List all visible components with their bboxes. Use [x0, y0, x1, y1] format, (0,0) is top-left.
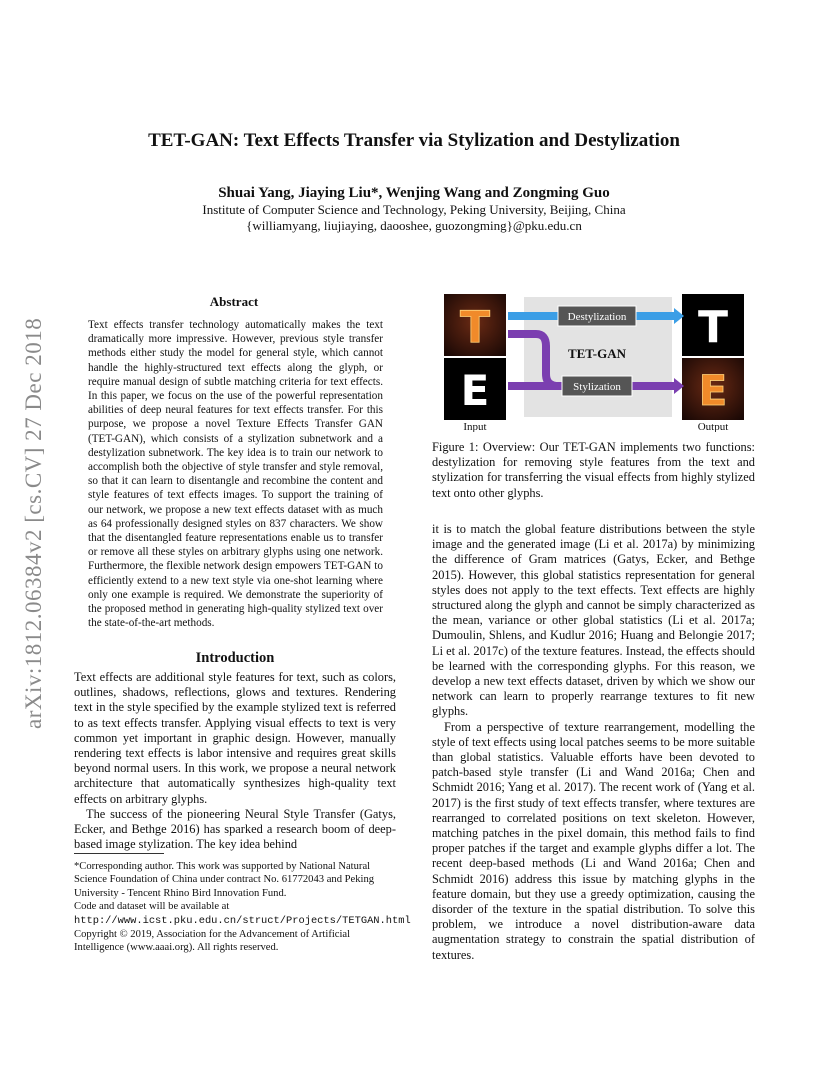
introduction-heading: Introduction: [195, 650, 275, 666]
intro-paragraph-2: The success of the pioneering Neural Style Transfer (Gatys, Ecker, and Bethge 2016) has sparked a research boom of deep-based image stylization. The key idea behind: [74, 806, 396, 852]
footnote-code: [74, 900, 411, 928]
paper-title: TET-GAN: Text Effects Transfer via Stylization and Destylization: [148, 130, 680, 151]
overview-figure: [440, 292, 748, 432]
input-label: Input: [463, 421, 487, 432]
emails: {williamyang, liujiaying, daooshee, guozongming}@pku.edu.cn: [246, 218, 582, 233]
destylization-label: Destylization: [567, 311, 627, 323]
output-glyph-top: T: [697, 302, 729, 353]
footnote-rule: [74, 853, 164, 854]
abstract-text: Text effects transfer technology automatically makes the text dramatically more impressive. However, previous style transfer methods either study the model for general style, which cannot handle the highly-structured text effects along the glyph, or require manual design of subtle matching criteria for text effects. In this paper, we focus on the use of the powerful representation abilities of deep neural features for text effects transfer. For this purpose, we propose a novel Texture Effects Transfer GAN (TET-GAN), which consists of a stylization subnetwork and a destylization subnetwork. The key idea is to train our network to accomplish both the objective of style transfer and style removal, so that it can learn to disentangle and recombine the content and style features of text effects images. To support the training of our network, we propose a new text effects dataset with as much as 64 professionally designed styles on 837 characters. We show that the disentangled feature representations enable us to transfer or remove all these styles on arbitrary glyphs using one network. Furthermore, the flexible network design empowers TET-GAN to efficiently extend to a new text style via one-shot learning where only one example is required. We demonstrate the superiority of the proposed method in generating high-quality stylized text over the state-of-the-art methods.: [88, 319, 383, 630]
input-glyph-top: T: [459, 302, 491, 353]
stylization-label: Stylization: [573, 381, 621, 393]
author-list: Shuai Yang, Jiaying Liu*, Wenjing Wang and Zongming Guo: [218, 185, 610, 201]
right-paragraph-1: it is to match the global feature distributions between the style image and the generated image (Li et al. 2017a) by minimizing the difference of Gram matrices (Gatys, Ecker, and Bethge 2015). However, this global statistics representation for general styles does not apply to the text effects. Text effects are highly structured along the glyph and cannot be simply characterized as the mean, variance or other global statistics (Li et al. 2017a; Dumoulin, Shlens, and Kudlur 2016; Huang and Belongie 2017; Li et al. 2017c) of the texture features. Instead, the effects should be learned with the corresponding glyphs. For this reason, we develop a new text effects dataset, driven by which we show our network can learn to properly rearrange textures to fit new glyphs.: [432, 522, 755, 719]
abstract-heading: Abstract: [209, 294, 259, 309]
tet-gan-label: TET-GAN: [567, 346, 627, 361]
output-label: Output: [697, 421, 729, 432]
figure-caption: Figure 1: Overview: Our TET-GAN implements two functions: destylization for removing style features from the text and stylization for transferring the visual effects from highly stylized text onto other glyphs.: [432, 440, 755, 500]
affiliation: Institute of Computer Science and Technology, Peking University, Beijing, China: [202, 202, 626, 217]
right-column-body: [432, 522, 755, 963]
project-url-link[interactable]: http://www.icst.pku.edu.cn/struct/Projects/TETGAN.html: [74, 914, 411, 927]
output-glyph-bottom: E: [698, 366, 728, 415]
affiliation-block: [60, 202, 768, 234]
footnote-corresponding: *Corresponding author. This work was supported by National Natural Science Foundation of China under contract No. 61772043 and Peking University - Tencent Rhino Bird Innovation Fund.: [74, 861, 375, 899]
footnote-code-prefix: Code and dataset will be available at: [74, 901, 230, 913]
footnote-copyright: Copyright © 2019, Association for the Advancement of Artificial Intelligence (www.aaai.org). All rights reserved.: [74, 929, 351, 954]
right-paragraph-2: From a perspective of texture rearrangement, modelling the style of text effects using local patches seems to be more suitable than global statistics. Valuable efforts have been devoted to patch-based style transfer (Li and Wand 2016a; Chen and Schmidt 2016; Yang et al. 2017). The recent work of (Yang et al. 2017) is the first study of text effects transfer, where textures are rearranged to correlated positions on text skeleton. However, matching patches in the pixel domain, this method fails to find proper patches if the target and example glyphs differ a lot. The recent deep-based methods (Li and Wand 2016a; Chen and Schmidt 2016) address this issue by matching glyphs in the feature domain, but they use a greedy optimization, causing the disorder of the texture in the spatial distribution. To solve this problem, we introduce a novel distribution-aware data augmentation strategy to constrain the spatial distribution of textures.: [432, 719, 755, 962]
input-glyph-bottom: E: [460, 366, 490, 415]
introduction-body: [74, 670, 396, 852]
intro-paragraph-1: Text effects are additional style features for text, such as colors, outlines, shadows, reflections, glows and textures. Rendering text in the style specified by the example stylized text is referred to as text effects transfer. Applying visual effects to text is very common yet important in graphic design. However, manually rendering text effects is labor intensive and requires great skills beyond normal users. In this work, we propose a neural network architecture that automatically synthesizes high-quality text effects on arbitrary glyphs.: [74, 670, 396, 806]
footnotes: [74, 860, 411, 955]
arxiv-side-label: arXiv:1812.06384v2 [cs.CV] 27 Dec 2018: [21, 317, 46, 729]
